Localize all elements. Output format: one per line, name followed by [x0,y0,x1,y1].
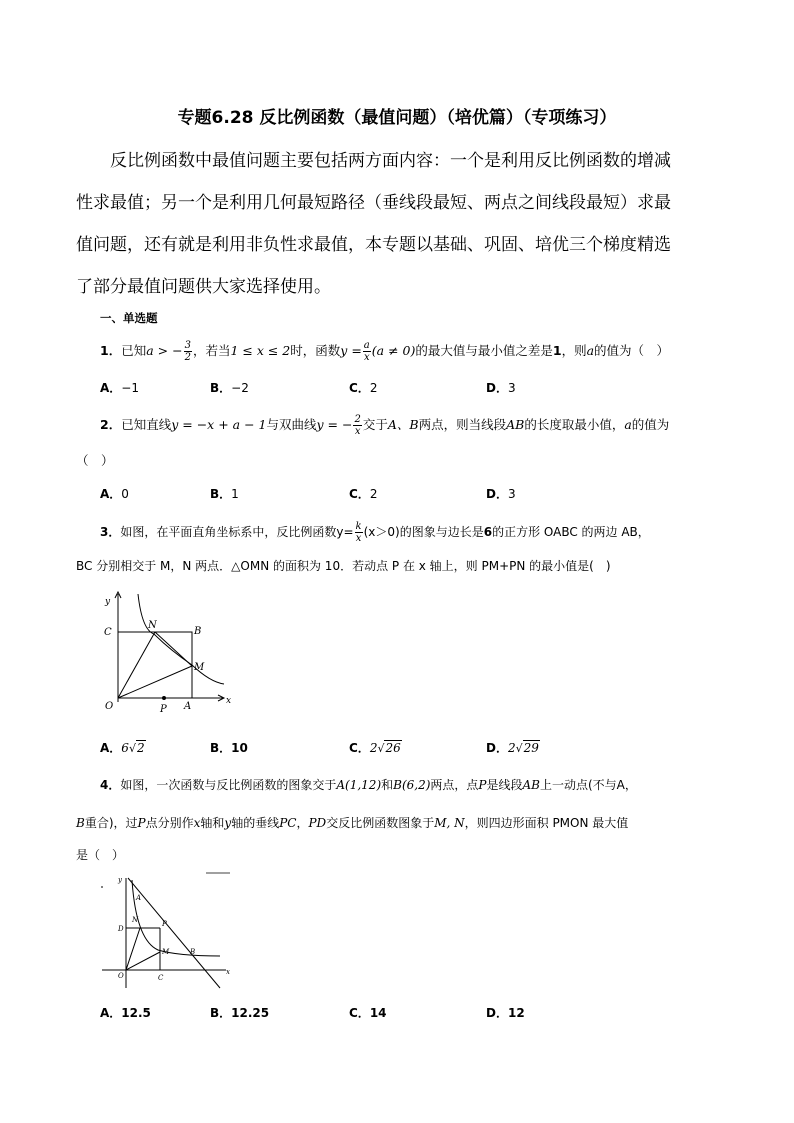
segment-on [118,632,155,698]
question-3: 3．如图，在平面直角坐标系中，反比例函数y= $\frac{k}{x}$ (x＞0)的图象与边长是6的正方形 OABC 的两边 AB， [100,521,650,544]
question-number: 3． [100,525,121,539]
label-m: M [194,662,205,673]
label-p: P [160,704,167,715]
page-title: 专题6.28 反比例函数（最值问题）（培优篇）（专项练习） [177,108,617,128]
label-b: B [190,948,196,956]
segment-nm [155,632,192,666]
label-p: P [162,920,167,928]
question-2-paren: （ ） [76,453,114,468]
option-d[interactable]: D．3 [486,381,516,395]
fraction: $\frac{3}{2}$ [184,340,191,363]
intro-line-1: 反比例函数中最值问题主要包括两方面内容：一个是利用反比例函数的增减 [110,151,671,171]
option-b[interactable]: B．1 [210,487,239,501]
line-ab [128,878,220,988]
option-c[interactable]: C．14 [349,1006,387,1020]
option-d[interactable]: D．3 [486,487,516,501]
fraction: $\frac{k}{x}$ [355,521,362,544]
label-a: A [136,894,142,902]
label-b: B [194,626,202,637]
fraction: $\frac{a}{x}$ [363,340,370,363]
option-b[interactable]: B．−2 [210,381,249,395]
label-d: D [118,925,124,933]
label-o: O [105,701,114,712]
option-b[interactable]: B．10 [210,741,248,755]
label-n: N [132,916,139,924]
label-c: C [158,974,164,982]
question-3-figure [100,590,240,715]
label-o: O [118,972,124,980]
label-m: M [162,948,170,956]
option-c[interactable]: C．2 [349,381,378,395]
question-4-line-3: 是（ ） [76,848,125,862]
square-oabc [118,632,192,698]
label-x: x [226,696,232,706]
option-a[interactable]: A．6√2 [100,741,145,755]
option-c[interactable]: C．2 [349,487,378,501]
label-a: A [184,701,192,712]
option-d[interactable]: D．12 [486,1006,525,1020]
option-a[interactable]: A．0 [100,487,129,501]
point-p [162,696,166,700]
section-heading: 一、单选题 [100,311,158,325]
label-c: C [104,627,112,638]
fraction: $\frac{2}{x}$ [354,414,361,437]
segment-om [118,666,192,698]
question-number: 2． [100,417,122,432]
label-y: y [105,597,111,607]
option-a[interactable]: A．−1 [100,381,139,395]
question-2: 2．已知直线y = −x + a − 1与双曲线y = − $\frac{2}{x}$ 交于A、B两点，则当线段AB的长度取最小值，a的值为 [100,414,670,437]
question-1: 1．已知a > − $\frac{3}{2}$ ，若当1 ≤ x ≤ 2时，函数y = $\frac{a}{x}$ (a ≠ 0)的最大值与最小值之差是1，则a的值为（ ） [100,340,670,363]
question-number: 1． [100,343,122,358]
option-d[interactable]: D．2√29 [486,741,539,755]
intro-line-2: 性求最值；另一个是利用几何最短路径（垂线段最短、两点之间线段最短）求最 [76,193,671,213]
question-number: 4． [100,778,121,792]
intro-line-3: 值问题，还有就是利用非负性求最值，本专题以基础、巩固、培优三个梯度精选 [76,235,671,255]
question-4: 4．如图，一次函数与反比例函数的图象交于A(1,12)和B(6,2)两点，点P是线段AB上一动点(不与A， [100,778,637,792]
intro-line-4: 了部分最值问题供大家选择使用。 [76,277,331,297]
label-n: N [148,620,157,631]
question-3-line-2: BC 分别相交于 M，N 两点．△OMN 的面积为 10．若动点 P 在 x 轴上，则 PM+PN 的最小值是( ) [76,559,611,573]
option-a[interactable]: A．12.5 [100,1006,151,1020]
option-c[interactable]: C．2√26 [349,741,401,755]
question-4-line-2: B重合)，过P点分别作x轴和y轴的垂线PC，PD交反比例函数图象于M, N，则四边形面积 PMON 最大值 [76,816,629,830]
hyperbola-curve [132,880,220,956]
label-y: y [118,876,122,884]
option-b[interactable]: B．12.25 [210,1006,270,1020]
label-x: x [226,968,230,976]
question-4-figure [98,870,238,1000]
